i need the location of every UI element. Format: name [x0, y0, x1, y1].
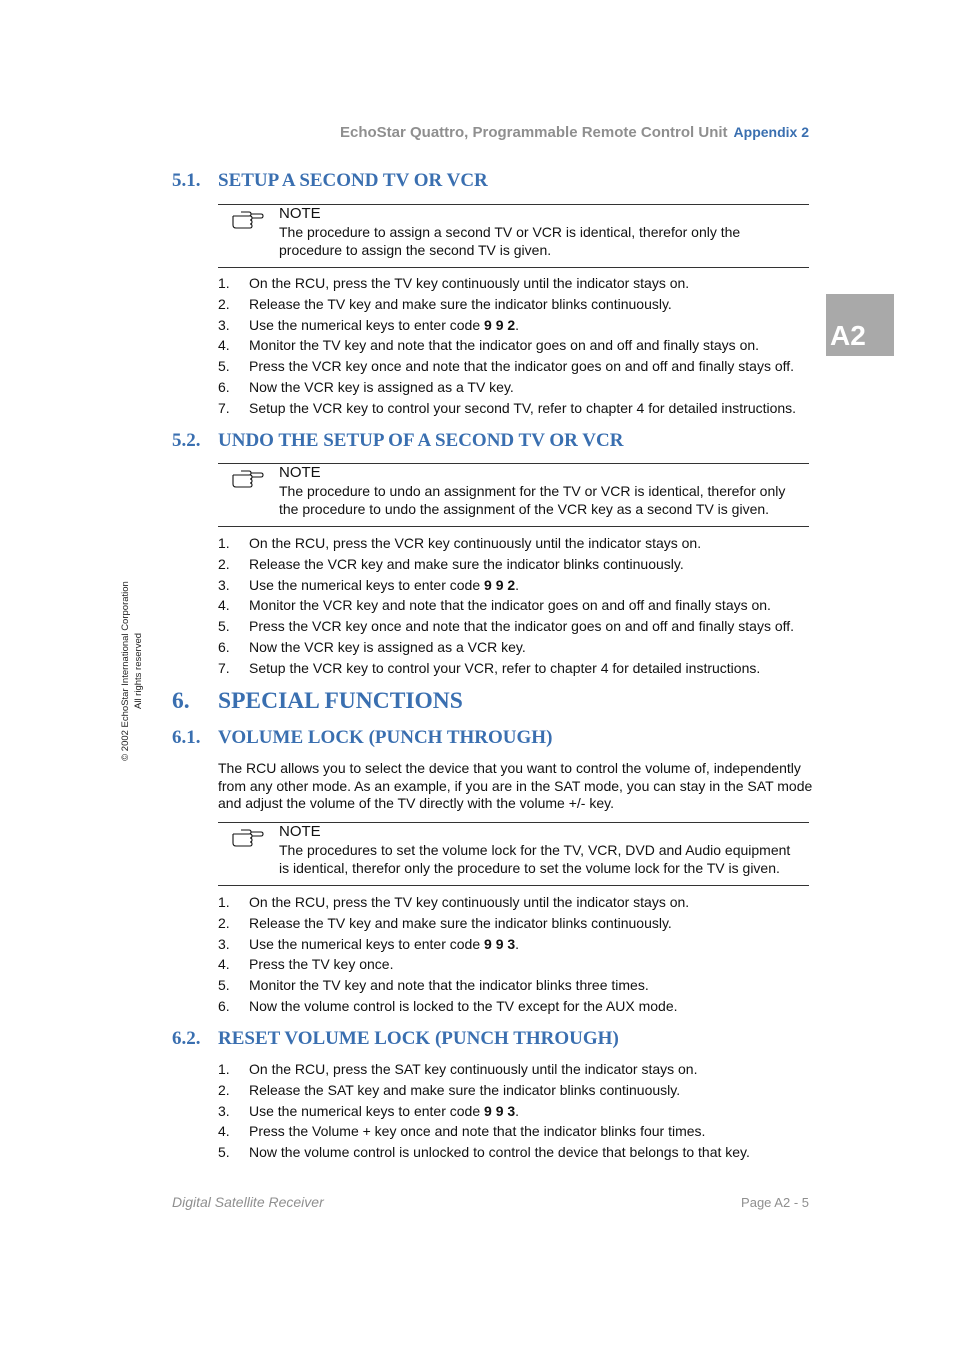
list-item: 6. Now the VCR key is assigned as a VCR key.	[218, 638, 526, 655]
list-item: 2. Release the VCR key and make sure the indicator blinks continuously.	[218, 555, 684, 572]
list-item: 4. Monitor the VCR key and note that the indicator goes on and off and finally stays on.	[218, 597, 771, 614]
chapter-heading-6	[172, 688, 812, 716]
section-title: SETUP A SECOND TV OR VCR	[218, 170, 488, 191]
list-item: 7. Setup the VCR key to control your VCR, refer to chapter 4 for detailed instructions.	[218, 659, 761, 676]
chapter-number: 6.	[172, 688, 190, 714]
section-number: 5.1.	[172, 170, 201, 191]
list-item: 2. Release the TV key and make sure the indicator blinks continuously.	[218, 295, 672, 312]
list-item: 6. Now the VCR key is assigned as a TV key.	[218, 378, 514, 395]
list-item: 2. Release the SAT key and make sure the indicator blinks continuously.	[218, 1081, 681, 1098]
pointing-hand-icon	[230, 827, 264, 847]
list-item: 4. Press the Volume + key once and note that the indicator blinks four times.	[218, 1123, 706, 1140]
list-item: 3. Use the numerical keys to enter code 9 9 2.	[218, 316, 520, 333]
section-title: VOLUME LOCK (PUNCH THROUGH)	[218, 727, 553, 748]
note-text: The procedure to assign a second TV or VCR is identical, therefor only the procedure to assign the second TV is given.	[279, 224, 741, 258]
section-title: UNDO THE SETUP OF A SECOND TV OR VCR	[218, 430, 624, 451]
note-text: The procedures to set the volume lock for the TV, VCR, DVD and Audio equipment is identical, therefor only the procedure to set the volume lock for the TV is given.	[279, 842, 791, 876]
list-item: 3. Use the numerical keys to enter code 9 9 3.	[218, 1102, 520, 1119]
section-heading-5-1	[172, 170, 812, 194]
steps-list-6-2	[218, 1059, 818, 1163]
list-item: 5. Press the VCR key once and note that the indicator goes on and off and finally stays off.	[218, 618, 795, 635]
note-box	[218, 204, 809, 268]
section-number: 5.2.	[172, 430, 201, 451]
footer-product-name: Digital Satellite Receiver	[172, 1194, 324, 1210]
section-heading-6-1	[172, 727, 812, 751]
list-item: 1. On the RCU, press the TV key continuously until the indicator stays on.	[218, 275, 690, 291]
pointing-hand-icon	[230, 209, 264, 229]
section-title: RESET VOLUME LOCK (PUNCH THROUGH)	[218, 1028, 619, 1049]
list-item: 1. On the RCU, press the TV key continuously until the indicator stays on.	[218, 894, 690, 910]
list-item: 2. Release the TV key and make sure the indicator blinks continuously.	[218, 914, 672, 931]
steps-list-5-1	[218, 273, 818, 419]
list-item: 1. On the RCU, press the SAT key continuously until the indicator stays on.	[218, 1061, 698, 1077]
list-item: 3. Use the numerical keys to enter code 9 9 2.	[218, 576, 520, 593]
header-appendix: Appendix 2	[733, 124, 809, 140]
intro-paragraph: The RCU allows you to select the device that you want to control the volume of, independently from any other mode. As an example, if you are in the SAT mode, you can stay in the SAT mode and adjust the volume of the TV directly with the volume +/- key.	[218, 760, 813, 811]
note-text: The procedure to undo an assignment for the TV or VCR is identical, therefor only the procedure to undo the assignment of the VCR key as a second TV is given.	[279, 483, 786, 517]
note-box	[218, 463, 809, 527]
header-title: EchoStar Quattro, Programmable Remote Control Unit	[339, 124, 728, 141]
note-label: NOTE	[279, 205, 321, 222]
list-item: 4. Monitor the TV key and note that the indicator goes on and off and finally stays on.	[218, 337, 760, 354]
appendix-tab-label: A2	[830, 320, 866, 351]
running-header	[0, 124, 809, 142]
note-box	[218, 822, 809, 886]
steps-list-6-1	[218, 892, 818, 1017]
pointing-hand-icon	[230, 468, 264, 488]
appendix-tab	[826, 294, 894, 356]
copyright-line-1: © 2002 EchoStar International Corporation	[120, 581, 131, 761]
section-number: 6.2.	[172, 1028, 201, 1049]
copyright-notice	[119, 576, 149, 766]
list-item: 3. Use the numerical keys to enter code 9 9 3.	[218, 935, 520, 952]
list-item: 6. Now the volume control is locked to the TV except for the AUX mode.	[218, 997, 678, 1014]
steps-list-5-2	[218, 533, 818, 679]
list-item: 5. Monitor the TV key and note that the indicator blinks three times.	[218, 977, 649, 994]
list-item: 1. On the RCU, press the VCR key continuously until the indicator stays on.	[218, 535, 702, 551]
chapter-title: SPECIAL FUNCTIONS	[218, 688, 463, 714]
note-label: NOTE	[279, 464, 321, 481]
copyright-line-2: All rights reserved	[133, 632, 144, 710]
list-item: 4. Press the TV key once.	[218, 956, 394, 973]
list-item: 5. Now the volume control is unlocked to control the device that belongs to that key.	[218, 1144, 750, 1161]
section-heading-6-2	[172, 1028, 812, 1052]
section-heading-5-2	[172, 430, 812, 454]
list-item: 5. Press the VCR key once and note that the indicator goes on and off and finally stays off.	[218, 358, 795, 375]
section-number: 6.1.	[172, 727, 201, 748]
footer-page-number: Page A2 - 5	[741, 1195, 809, 1210]
note-label: NOTE	[279, 823, 321, 840]
list-item: 7. Setup the VCR key to control your second TV, refer to chapter 4 for detailed instructions.	[218, 399, 797, 416]
